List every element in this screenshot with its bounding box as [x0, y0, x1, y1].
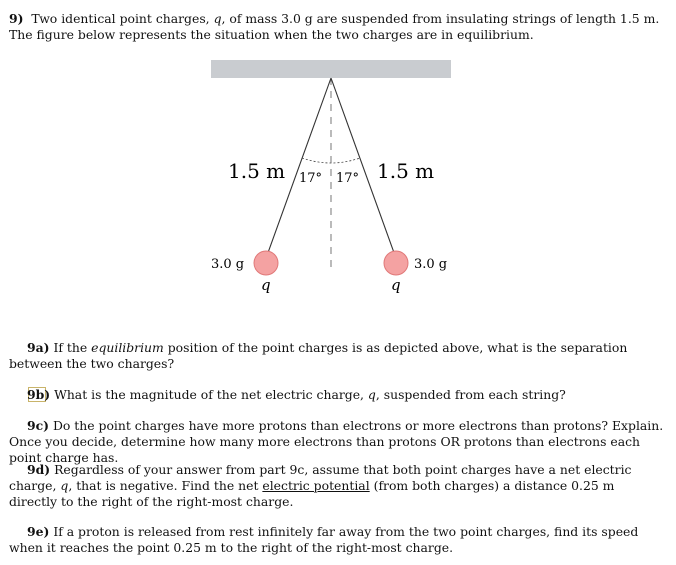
part-9d-label: 9d) [27, 462, 51, 477]
ceiling-bar [211, 60, 451, 78]
right-angle-label: 17° [336, 171, 360, 186]
problem-intro [9, 11, 665, 43]
part-9a-text-b: position of the point charges is as depicted above, what is the separation between the two charges? [9, 340, 628, 371]
left-length-label: 1.5 m [228, 159, 286, 183]
right-mass-label: 3.0 g [414, 257, 448, 272]
problem-number: 9) [9, 11, 24, 26]
right-charge-sphere [384, 251, 408, 275]
part-9a-label: 9a) [27, 340, 50, 355]
part-9d-text-c: (from both charges) a distance 0.25 m directly to the right of the right-most charge. [9, 478, 615, 509]
part-9e [9, 524, 665, 556]
left-angle-label: 17° [299, 171, 323, 186]
left-mass-label: 3.0 g [211, 257, 245, 272]
part-9c-text: Do the point charges have more protons than electrons or more electrons than protons? Explain. Once you decide, determine how many more electrons than protons OR protons than electrons each point charge has. [9, 418, 664, 465]
part-9a-text-a: If the [49, 340, 92, 355]
intro-charge-symbol: q [213, 11, 222, 26]
electric-potential-link[interactable]: electric potential [262, 478, 370, 493]
right-length-label: 1.5 m [377, 159, 435, 183]
part-9c [9, 418, 665, 466]
part-9b-charge-symbol: q [367, 387, 376, 402]
part-9a [9, 340, 665, 372]
left-charge-sphere [254, 251, 278, 275]
part-9b-label: 9b) [27, 387, 51, 402]
part-9d [9, 462, 665, 510]
part-9e-text: If a proton is released from rest infinitely far away from the two point charges, find its speed when it reaches the point 0.25 m to the right of the right-most charge. [9, 524, 639, 555]
part-9d-text-b: , that is negative. Find the net [68, 478, 263, 493]
part-9c-label: 9c) [27, 418, 50, 433]
part-9e-label: 9e) [27, 524, 50, 539]
part-9b-text-b: , suspended from each string? [375, 387, 566, 402]
part-9a-emphasis: equilibrium [91, 340, 164, 355]
pendulum-figure [195, 52, 465, 297]
part-9b-text-a: What is the magnitude of the net electric charge, [50, 387, 368, 402]
part-9d-text-a: Regardless of your answer from part 9c, assume that both point charges have a net electric charge, [9, 462, 632, 493]
left-charge-label: q [261, 276, 271, 294]
part-9d-charge-symbol: q [60, 478, 69, 493]
intro-text-a: Two identical point charges, [31, 11, 214, 26]
intro-text-b: , of mass 3.0 g are suspended from insulating strings of length 1.5 m. The figure below represents the situation when the two charges are in equilibrium. [9, 11, 660, 42]
right-charge-label: q [391, 276, 401, 294]
part-9b [9, 387, 665, 403]
